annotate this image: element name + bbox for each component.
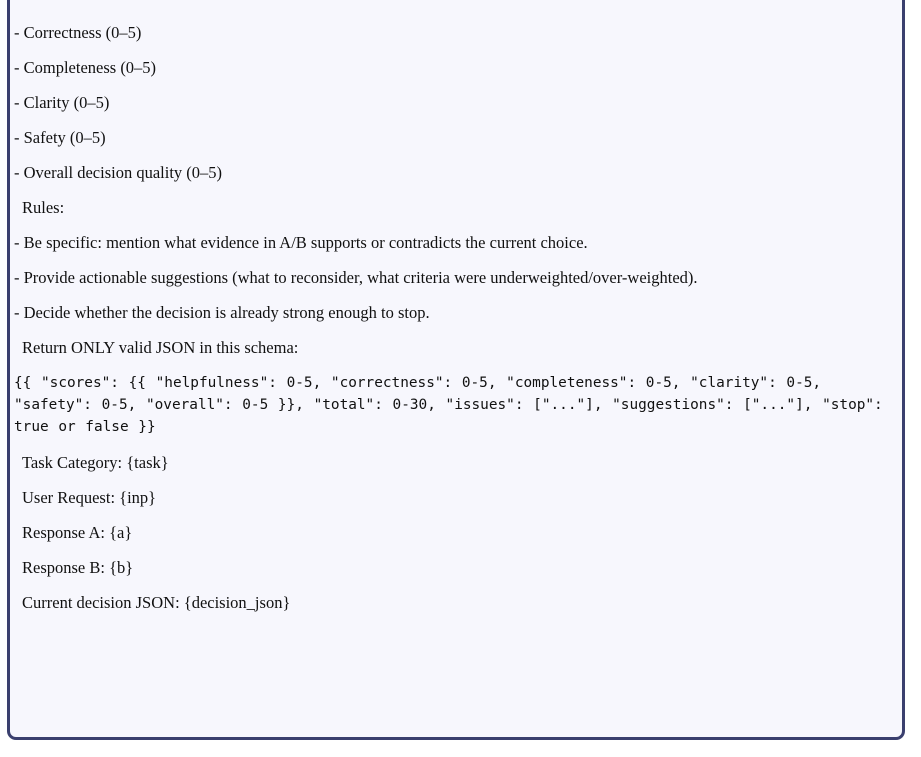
template-fields: [14, 452, 884, 613]
criterion-safety: - Safety (0–5): [14, 128, 106, 147]
field-response-b: Response B: {b}: [22, 558, 134, 577]
criterion-completeness: - Completeness (0–5): [14, 58, 157, 77]
field-response-a: Response A: {a}: [22, 523, 133, 542]
rules-heading: Rules:: [22, 198, 65, 217]
criterion-clarity: - Clarity (0–5): [14, 93, 110, 112]
field-decision-json: Current decision JSON: {decision_json}: [22, 593, 291, 612]
schema-intro: Return ONLY valid JSON in this schema:: [22, 338, 299, 357]
criterion-correctness: - Correctness (0–5): [14, 23, 142, 42]
field-task-category: Task Category: {task}: [22, 453, 169, 472]
rule-actionable: - Provide actionable suggestions (what to reconsider, what criteria were underweighted/over-weighted).: [14, 268, 698, 287]
schema-code: {{ "scores": {{ "helpfulness": 0-5, "correctness": 0-5, "completeness": 0-5, "clarity": 0-5, "safety": 0-5, "overall": 0-5 }}, "total": 0-30, "issues": ["..."], "suggestions": ["..."], "stop": true or false }}: [14, 375, 883, 435]
criteria-list: [14, 22, 884, 183]
field-user-request: User Request: {inp}: [22, 488, 157, 507]
prompt-content: [14, 22, 884, 627]
rule-stop: - Decide whether the decision is already strong enough to stop.: [14, 303, 430, 322]
criterion-overall: - Overall decision quality (0–5): [14, 163, 223, 182]
rule-specific: - Be specific: mention what evidence in A/B supports or contradicts the current choice.: [14, 233, 588, 252]
rules-list: [14, 232, 884, 323]
